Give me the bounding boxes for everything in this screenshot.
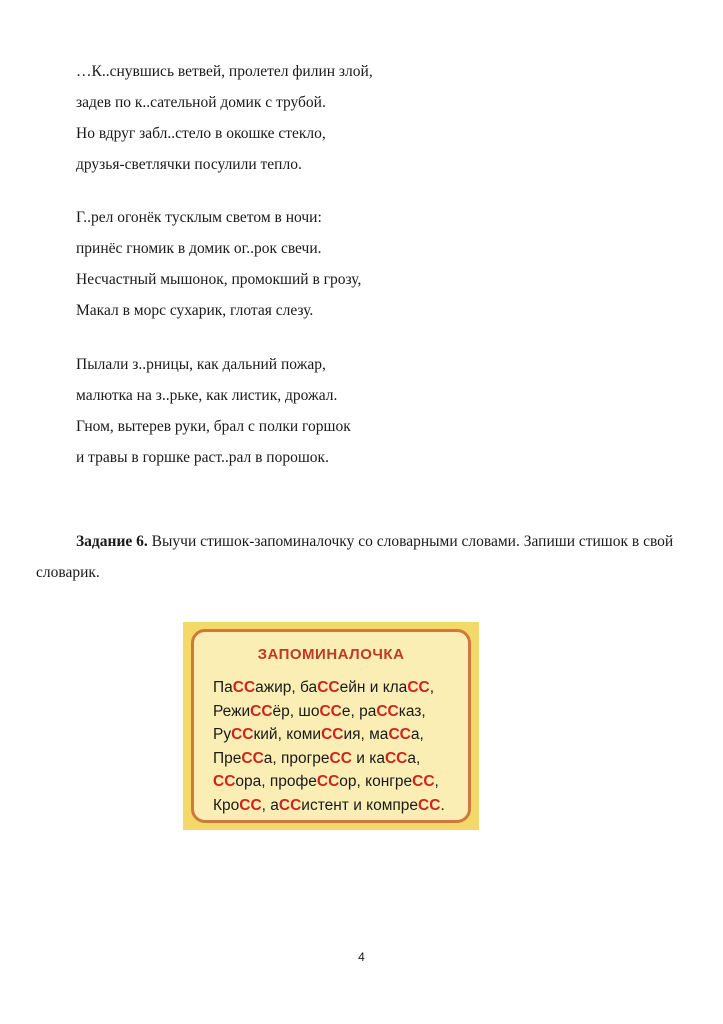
task-text: Выучи стишок-запоминалочку со словарными словами. Запиши стишок в свой словарик. [36, 533, 674, 581]
memo-text: ор, конгре [339, 773, 413, 790]
memo-highlight: СС [412, 773, 435, 790]
poem-line: Несчастный мышонок, промокший в грозу, [76, 271, 362, 288]
memo-text: , [434, 773, 439, 790]
memo-highlight: СС [239, 796, 262, 814]
memo-card-inner [191, 629, 471, 823]
memo-lines [213, 676, 445, 817]
task-paragraph [36, 526, 688, 588]
memo-text: а, [410, 726, 424, 743]
poem-line: Гном, вытерев руки, брал с полки горшок [76, 418, 351, 435]
task-label: Задание 6. [76, 533, 148, 550]
poem-line: малютка на з..рьке, как листик, дрожал. [76, 387, 338, 404]
memo-text: истент и компре [301, 796, 419, 814]
memo-highlight: СС [241, 749, 264, 767]
memo-text: каз, [398, 702, 426, 720]
memo-line [213, 770, 445, 794]
poem-line: задев по к..сательной домик с трубой. [76, 94, 326, 111]
memo-text: ора, профе [235, 773, 317, 790]
memo-line [213, 676, 445, 700]
poem-line: …К..снувшись ветвей, пролетел филин злой, [76, 63, 373, 80]
memo-highlight: СС [376, 702, 399, 720]
poem-line: Макал в морс сухарик, глотая слезу. [76, 302, 314, 319]
memo-text: Режи [213, 702, 251, 720]
memo-highlight: СС [316, 773, 340, 790]
memo-highlight: СС [407, 679, 430, 696]
memo-text: Ру [213, 726, 232, 743]
memo-text: ия, ма [343, 726, 389, 743]
memo-line [213, 700, 445, 724]
memo-highlight: СС [319, 702, 342, 720]
memo-title: ЗАПОМИНАЛОЧКА [257, 646, 405, 663]
memo-highlight: СС [418, 796, 441, 814]
poem-line: друзья-светлячки посулили тепло. [76, 156, 302, 173]
memo-highlight: СС [329, 749, 352, 767]
memo-highlight: СС [250, 702, 273, 720]
memo-text: ёр, шо [272, 702, 320, 720]
poem-line: принёс гномик в домик ог..рок свечи. [76, 240, 322, 257]
memo-highlight: СС [384, 749, 408, 767]
memo-text: кий, коми [253, 726, 322, 743]
memo-text: а, [407, 749, 421, 767]
memo-text: а, прогре [263, 749, 330, 767]
poem-stanza-2 [76, 202, 361, 326]
memo-text: , а [261, 796, 279, 814]
memo-text: ейн и кла [339, 679, 408, 696]
memo-text: Па [213, 679, 233, 696]
memo-card [183, 622, 479, 830]
memo-highlight: СС [278, 796, 302, 814]
memo-highlight: СС [231, 726, 254, 743]
memo-line [213, 794, 445, 818]
memo-text: и ка [351, 749, 385, 767]
memo-highlight: СС [317, 679, 340, 696]
memo-text: е, ра [341, 702, 377, 720]
memo-text: Кро [213, 796, 240, 814]
poem-line: Но вдруг забл..стело в окошке стекло, [76, 125, 326, 142]
memo-text: ажир, ба [255, 679, 318, 696]
poem-stanza-3 [76, 349, 351, 473]
memo-highlight: СС [213, 773, 236, 790]
memo-highlight: СС [321, 726, 344, 743]
page-number: 4 [358, 950, 365, 964]
poem-stanza-1 [76, 56, 373, 180]
memo-highlight: СС [232, 679, 256, 696]
memo-highlight: СС [388, 726, 411, 743]
poem-line: Пылали з..рницы, как дальний пожар, [76, 356, 326, 373]
memo-line [213, 747, 445, 771]
memo-text: , [429, 679, 435, 696]
memo-text: . [440, 796, 445, 814]
poem-line: и травы в горшке раст..рал в порошок. [76, 449, 329, 466]
memo-text: Пре [213, 749, 242, 767]
poem-line: Г..рел огонёк тусклым светом в ночи: [76, 209, 322, 226]
memo-line [213, 723, 445, 747]
